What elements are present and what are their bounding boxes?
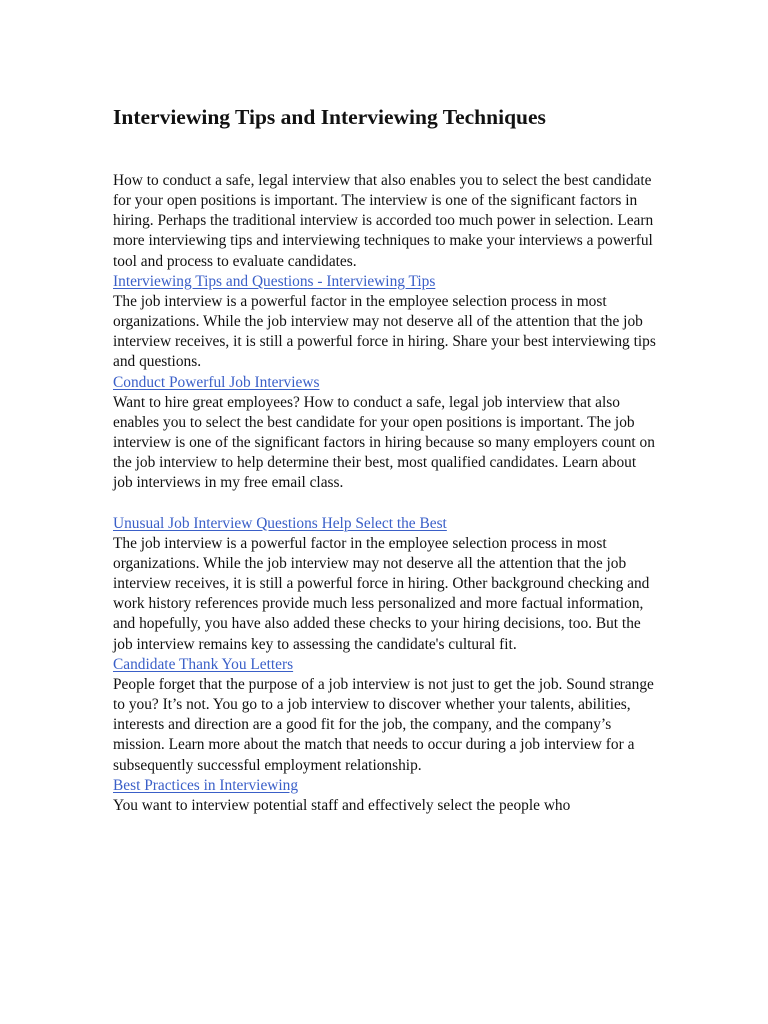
link-best-practices-in-interviewing[interactable]: Best Practices in Interviewing <box>113 776 299 794</box>
section-paragraph: You want to interview potential staff and effectively select the people who <box>113 796 571 814</box>
intro-paragraph: How to conduct a safe, legal interview that also enables you to select the best candidate for your open positions is important. The interview is one of the significant factors in hiring. Perhaps the traditional interview is accorded too much power in selection. Learn more interviewing tips and interviewing techniques to make your interviews a powerful tool and process to evaluate candidates. <box>113 172 654 270</box>
document-body <box>113 171 658 816</box>
link-candidate-thank-you-letters[interactable]: Candidate Thank You Letters <box>113 655 294 673</box>
paragraph-spacer <box>113 494 658 514</box>
section-paragraph: People forget that the purpose of a job interview is not just to get the job. Sound strange to you? It’s not. You go to a job interview to discover whether your talents, abilities, interests and direction are a good fit for the job, the company, and the company’s mission. Learn more about the match that needs to occur during a job interview for a subsequently successful employment relationship. <box>113 675 654 774</box>
link-interviewing-tips-and-questions[interactable]: Interviewing Tips and Questions - Interviewing Tips <box>113 272 436 290</box>
link-conduct-powerful-job-interviews[interactable]: Conduct Powerful Job Interviews <box>113 373 320 391</box>
document-title: Interviewing Tips and Interviewing Techniques <box>113 105 546 129</box>
section-paragraph: The job interview is a powerful factor in the employee selection process in most organizations. While the job interview may not deserve all the attention that the job interview receives, it is still a powerful force in hiring. Other background checking and work history references provide much less personalized and more factual information, and hopefully, you have also added these checks to your hiring decisions, too. But the job interview remains key to assessing the candidate's cultural fit. <box>113 534 650 653</box>
link-unusual-job-interview-questions[interactable]: Unusual Job Interview Questions Help Select the Best <box>113 514 447 532</box>
section-paragraph: The job interview is a powerful factor in the employee selection process in most organizations. While the job interview may not deserve all of the attention that the job interview receives, it is still a powerful force in hiring. Share your best interviewing tips and questions. <box>113 292 656 371</box>
section-paragraph: Want to hire great employees? How to conduct a safe, legal job interview that also enables you to select the best candidate for your open positions is important. The job interview is one of the significant factors in hiring because so many employers count on the job interview to help determine their best, most qualified candidates. Learn about job interviews in my free email class. <box>113 393 655 492</box>
